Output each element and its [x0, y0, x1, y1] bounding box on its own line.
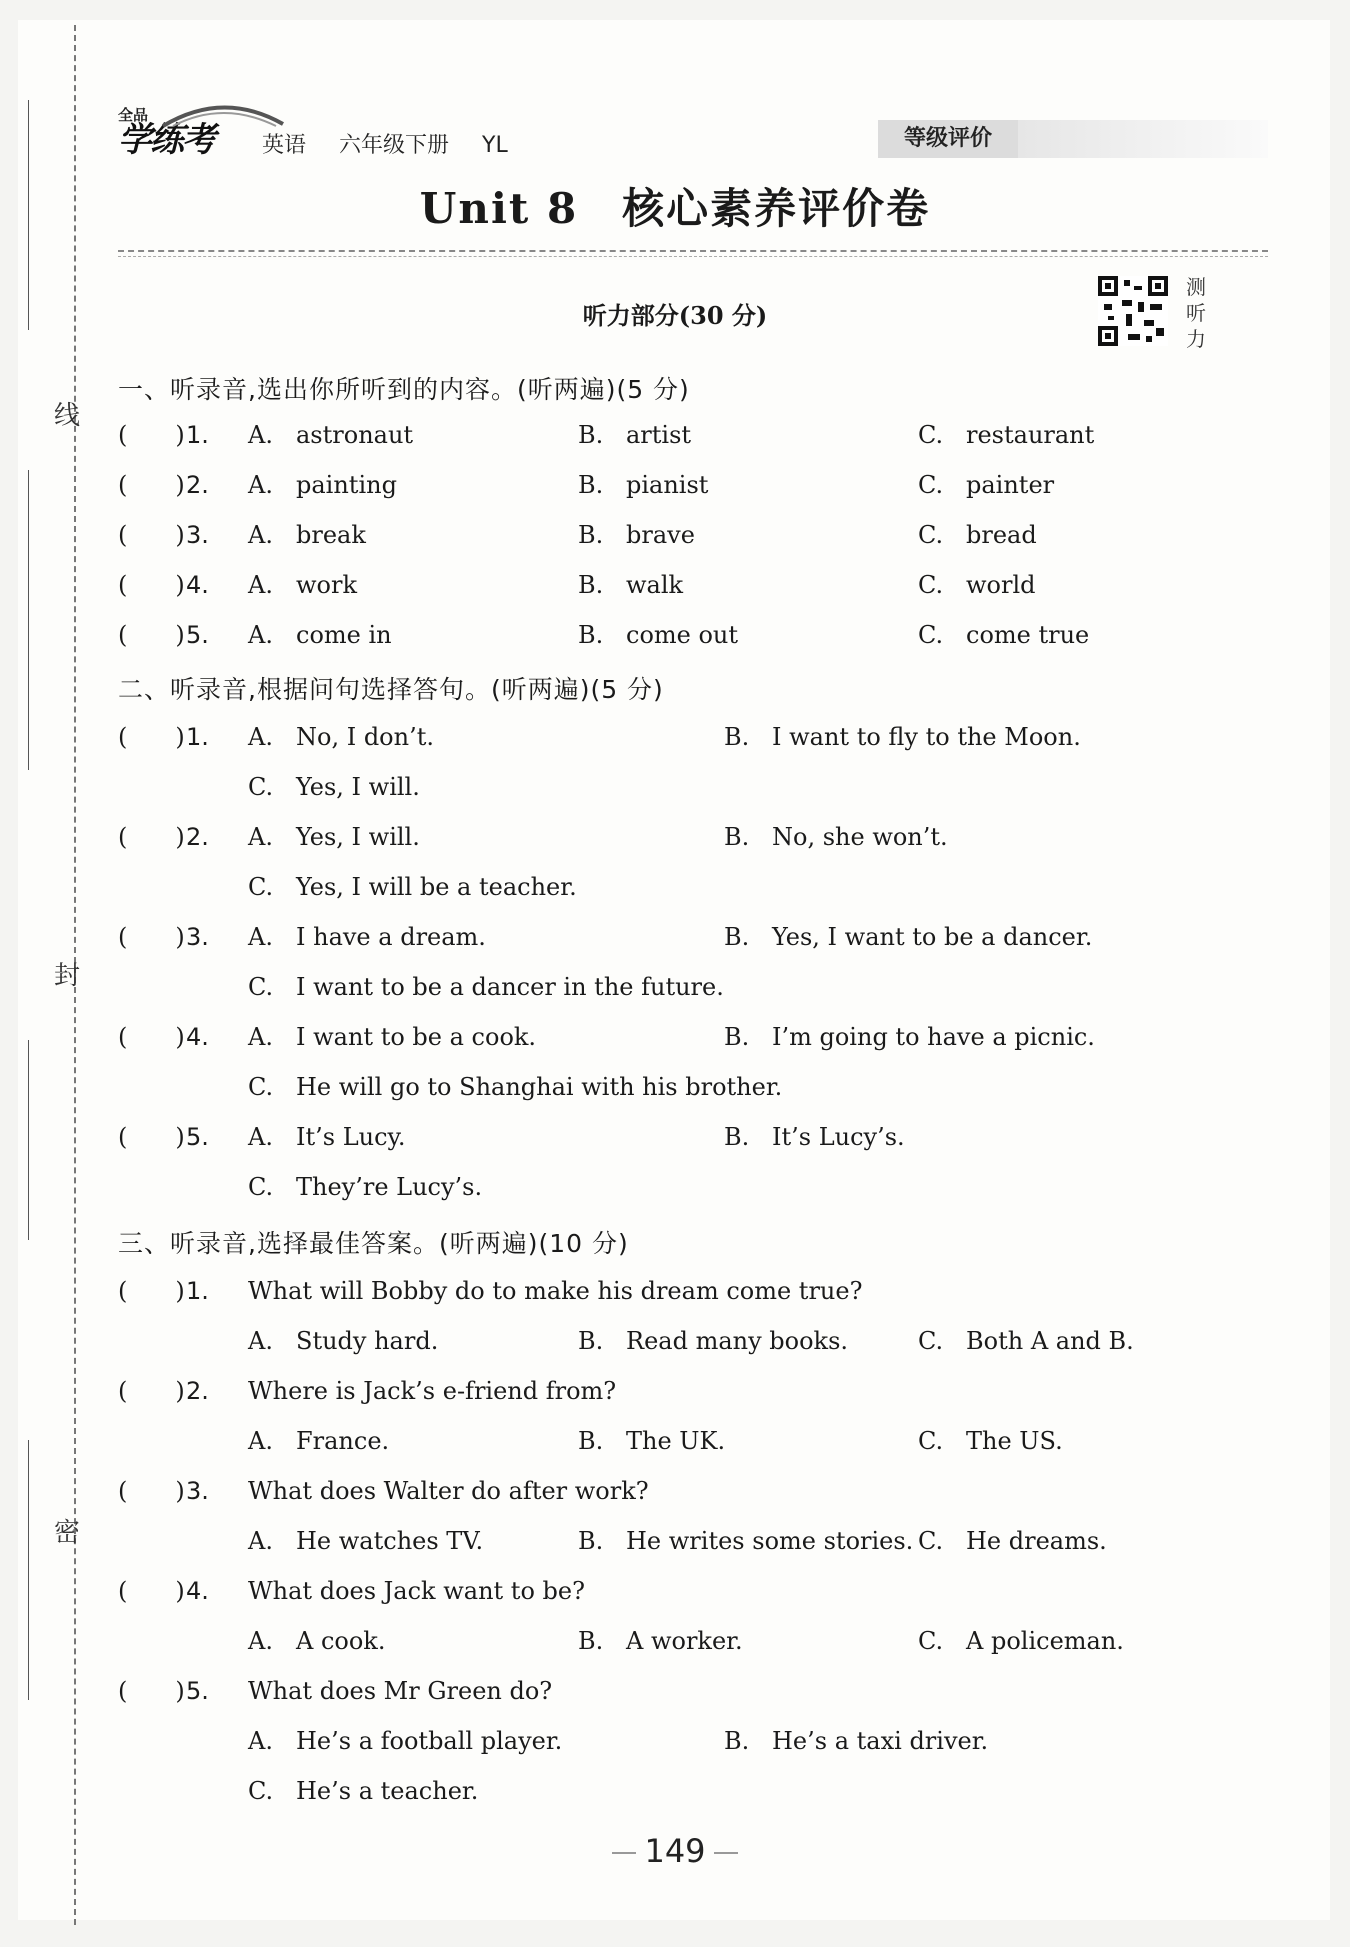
option-text: come out: [626, 621, 739, 649]
option-c: [248, 1774, 478, 1808]
option-a: [248, 468, 397, 502]
option-letter: B.: [578, 1327, 604, 1355]
question-number: 1.: [186, 723, 209, 751]
option-a: [248, 1424, 389, 1458]
option-text: Yes, I will.: [296, 823, 420, 851]
option-text: come true: [966, 621, 1090, 649]
option-row: [118, 1524, 1268, 1558]
option-letter: A.: [248, 1627, 273, 1655]
option-text: He writes some stories.: [626, 1527, 914, 1555]
option-text: The UK.: [626, 1427, 726, 1455]
option-a: [248, 618, 392, 652]
option-letter: A.: [248, 1123, 273, 1151]
option-c: [248, 1170, 482, 1204]
question-number: 3.: [186, 923, 209, 951]
option-b: [578, 568, 683, 602]
option-a: [248, 418, 413, 452]
question-number: 2.: [186, 823, 209, 851]
option-text: walk: [626, 571, 684, 599]
option-text: The US.: [966, 1427, 1063, 1455]
side-rule: [28, 1440, 29, 1700]
option-letter: C.: [248, 1073, 274, 1101]
option-text: restaurant: [966, 421, 1095, 449]
option-text: I want to be a dancer in the future.: [296, 973, 724, 1001]
option-letter: C.: [918, 521, 944, 549]
qr-code-icon[interactable]: [1098, 276, 1168, 346]
grade-label: 六年级下册: [339, 133, 450, 158]
question-number: 5.: [186, 1677, 209, 1705]
question-row: [118, 1020, 1268, 1054]
option-b: [724, 1020, 1095, 1054]
side-rule: [28, 470, 29, 770]
edition-label: YL: [482, 133, 508, 158]
option-a: [248, 820, 420, 854]
header-meta: [262, 128, 534, 159]
answer-blank[interactable]: ( ): [118, 1277, 185, 1305]
option-letter: C.: [918, 571, 944, 599]
option-text: I want to be a cook.: [296, 1023, 537, 1051]
question-row: [118, 1574, 1268, 1608]
page-number-text: 149: [644, 1832, 706, 1870]
question-row: [118, 1274, 1268, 1308]
option-text: Yes, I want to be a dancer.: [772, 923, 1093, 951]
question-row: [118, 1120, 1268, 1154]
option-b: [724, 720, 1081, 754]
option-letter: A.: [248, 421, 273, 449]
option-text: He will go to Shanghai with his brother.: [296, 1073, 783, 1101]
option-text: brave: [626, 521, 695, 549]
option-text: come in: [296, 621, 392, 649]
option-text: Both A and B.: [966, 1327, 1134, 1355]
option-b: [724, 820, 948, 854]
option-a: [248, 920, 486, 954]
question-row: [118, 720, 1268, 754]
option-c: [918, 1424, 1063, 1458]
question-row: [118, 468, 1268, 502]
question-row: [118, 920, 1268, 954]
option-c: [918, 418, 1094, 452]
option-text: world: [966, 571, 1036, 599]
question-number: 1.: [186, 1277, 209, 1305]
logo-main-text: 学练考: [118, 120, 214, 160]
question-stem: What does Walter do after work?: [248, 1477, 649, 1505]
option-a: [248, 720, 434, 754]
option-letter: C.: [918, 421, 944, 449]
option-letter: A.: [248, 723, 273, 751]
section-1-title: 一、听录音,选出你所听到的内容。(听两遍)(5 分): [118, 375, 690, 404]
option-text: A worker.: [626, 1627, 743, 1655]
option-letter: A.: [248, 1427, 273, 1455]
option-text: They’re Lucy’s.: [296, 1173, 483, 1201]
option-letter: A.: [248, 1527, 273, 1555]
option-letter: A.: [248, 1023, 273, 1051]
option-text: No, she won’t.: [772, 823, 948, 851]
option-text: It’s Lucy’s.: [772, 1123, 905, 1151]
option-letter: A.: [248, 471, 273, 499]
option-letter: C.: [248, 1777, 274, 1805]
option-a: [248, 1120, 406, 1154]
question-row: [118, 1674, 1268, 1708]
option-c: [918, 618, 1089, 652]
option-b: [578, 418, 691, 452]
option-letter: A.: [248, 1727, 273, 1755]
answer-blank[interactable]: ( ): [118, 471, 185, 499]
option-c: [248, 970, 724, 1004]
option-letter: B.: [724, 1727, 750, 1755]
answer-blank[interactable]: ( ): [118, 923, 185, 951]
page-number: [0, 1832, 1350, 1870]
option-letter: A.: [248, 621, 273, 649]
title-unit: Unit 8: [419, 184, 579, 233]
option-letter: B.: [578, 1527, 604, 1555]
option-a: [248, 1624, 385, 1658]
section-2-title: 二、听录音,根据问句选择答句。(听两遍)(5 分): [118, 675, 664, 704]
question-number: 4.: [186, 1023, 209, 1051]
question-row-continued: [118, 870, 1268, 904]
option-b: [724, 1120, 905, 1154]
option-text: work: [296, 571, 358, 599]
option-letter: B.: [578, 521, 604, 549]
option-letter: C.: [918, 1627, 944, 1655]
option-text: painting: [296, 471, 397, 499]
option-row: [118, 1424, 1268, 1458]
question-stem: Where is Jack’s e-friend from?: [248, 1377, 617, 1405]
option-c: [248, 1070, 782, 1104]
question-number: 3.: [186, 521, 209, 549]
answer-blank[interactable]: ( ): [118, 621, 185, 649]
option-text: Read many books.: [626, 1327, 849, 1355]
option-text: He dreams.: [966, 1527, 1107, 1555]
option-text: A policeman.: [966, 1627, 1124, 1655]
binding-mark-secret: 密: [54, 1518, 81, 1548]
option-text: No, I don’t.: [296, 723, 434, 751]
option-text: I have a dream.: [296, 923, 486, 951]
question-number: 5.: [186, 621, 209, 649]
question-row: [118, 1374, 1268, 1408]
option-letter: A.: [248, 823, 273, 851]
option-letter: A.: [248, 571, 273, 599]
page-title: [0, 176, 1350, 236]
option-b: [578, 1324, 848, 1358]
question-number: 4.: [186, 571, 209, 599]
answer-blank[interactable]: ( ): [118, 1023, 185, 1051]
option-b: [578, 468, 708, 502]
option-text: He’s a taxi driver.: [772, 1727, 989, 1755]
question-number: 3.: [186, 1477, 209, 1505]
option-row: [118, 1774, 1268, 1808]
level-badge: 等级评价: [878, 120, 1018, 158]
question-row: [118, 418, 1268, 452]
logo-arc-icon: [158, 98, 288, 128]
answer-blank[interactable]: ( ): [118, 571, 185, 599]
option-b: [578, 1524, 913, 1558]
option-c: [918, 1324, 1134, 1358]
option-letter: C.: [918, 1527, 944, 1555]
option-text: Yes, I will.: [296, 773, 420, 801]
option-a: [248, 518, 366, 552]
option-row: [118, 1724, 1268, 1758]
option-a: [248, 568, 357, 602]
binding-mark-line: 线: [54, 401, 81, 431]
option-b: [578, 1424, 725, 1458]
answer-blank[interactable]: ( ): [118, 1477, 185, 1505]
option-b: [724, 920, 1092, 954]
option-letter: C.: [248, 773, 274, 801]
option-row: [118, 1324, 1268, 1358]
option-letter: C.: [918, 471, 944, 499]
option-letter: A.: [248, 923, 273, 951]
question-stem: What will Bobby do to make his dream come true?: [248, 1277, 863, 1305]
answer-blank[interactable]: ( ): [118, 1123, 185, 1151]
option-text: astronaut: [296, 421, 414, 449]
question-number: 1.: [186, 421, 209, 449]
page-number-dash: [714, 1852, 738, 1854]
title-name: 核心素养评价卷: [622, 184, 931, 233]
answer-blank[interactable]: ( ): [118, 421, 185, 449]
option-letter: C.: [248, 1173, 274, 1201]
option-c: [918, 568, 1036, 602]
side-rule: [28, 1040, 29, 1240]
brand-logo: [118, 104, 214, 160]
option-letter: C.: [918, 1327, 944, 1355]
option-letter: B.: [724, 823, 750, 851]
header-divider-thin: [118, 256, 1268, 257]
option-b: [578, 518, 695, 552]
option-letter: B.: [724, 1123, 750, 1151]
option-b: [578, 618, 738, 652]
option-letter: B.: [578, 571, 604, 599]
option-text: I’m going to have a picnic.: [772, 1023, 1095, 1051]
question-row: [118, 820, 1268, 854]
question-stem: What does Jack want to be?: [248, 1577, 585, 1605]
question-number: 5.: [186, 1123, 209, 1151]
question-row-continued: [118, 970, 1268, 1004]
option-text: A cook.: [296, 1627, 386, 1655]
option-letter: C.: [248, 873, 274, 901]
option-text: He’s a teacher.: [296, 1777, 479, 1805]
option-letter: B.: [578, 1427, 604, 1455]
question-number: 4.: [186, 1577, 209, 1605]
option-letter: B.: [578, 1627, 604, 1655]
qr-caption: 测听力: [1186, 275, 1206, 351]
answer-blank[interactable]: ( ): [118, 1577, 185, 1605]
option-a: [248, 1324, 438, 1358]
option-letter: B.: [578, 471, 604, 499]
option-letter: A.: [248, 521, 273, 549]
option-letter: C.: [248, 973, 274, 1001]
option-text: I want to fly to the Moon.: [772, 723, 1081, 751]
binding-mark-seal: 封: [54, 961, 81, 991]
option-text: break: [296, 521, 366, 549]
logo-small-text: 全品: [118, 106, 149, 124]
answer-blank[interactable]: ( ): [118, 521, 185, 549]
answer-blank[interactable]: ( ): [118, 723, 185, 751]
option-a: [248, 1020, 536, 1054]
option-letter: B.: [724, 723, 750, 751]
answer-blank[interactable]: ( ): [118, 823, 185, 851]
option-text: He watches TV.: [296, 1527, 484, 1555]
option-text: bread: [966, 521, 1037, 549]
question-row-continued: [118, 770, 1268, 804]
option-letter: B.: [578, 421, 604, 449]
header-divider: [118, 250, 1268, 252]
option-a: [248, 1724, 562, 1758]
question-row-continued: [118, 1070, 1268, 1104]
option-c: [248, 770, 420, 804]
option-text: artist: [626, 421, 692, 449]
option-c: [248, 870, 577, 904]
question-stem: What does Mr Green do?: [248, 1677, 553, 1705]
question-number: 2.: [186, 471, 209, 499]
subject-label: 英语: [262, 133, 307, 158]
option-c: [918, 1624, 1124, 1658]
answer-blank[interactable]: ( ): [118, 1377, 185, 1405]
answer-blank[interactable]: ( ): [118, 1677, 185, 1705]
question-row: [118, 618, 1268, 652]
option-c: [918, 518, 1037, 552]
option-text: He’s a football player.: [296, 1727, 563, 1755]
option-letter: B.: [724, 1023, 750, 1051]
option-letter: B.: [724, 923, 750, 951]
option-text: It’s Lucy.: [296, 1123, 406, 1151]
question-row: [118, 568, 1268, 602]
option-row: [118, 1624, 1268, 1658]
option-c: [918, 468, 1054, 502]
option-c: [918, 1524, 1107, 1558]
option-b: [578, 1624, 743, 1658]
option-letter: A.: [248, 1327, 273, 1355]
option-text: Yes, I will be a teacher.: [296, 873, 577, 901]
option-letter: B.: [578, 621, 604, 649]
option-b: [724, 1724, 988, 1758]
question-row: [118, 1474, 1268, 1508]
option-text: painter: [966, 471, 1055, 499]
option-letter: C.: [918, 621, 944, 649]
part-title: 听力部分(30 分): [582, 301, 768, 330]
option-text: pianist: [626, 471, 709, 499]
badge-fade-decoration: [1018, 120, 1268, 158]
section-3-title: 三、听录音,选择最佳答案。(听两遍)(10 分): [118, 1229, 629, 1258]
page-number-dash: [612, 1852, 636, 1854]
option-text: Study hard.: [296, 1327, 439, 1355]
question-row-continued: [118, 1170, 1268, 1204]
option-a: [248, 1524, 483, 1558]
option-letter: C.: [918, 1427, 944, 1455]
question-number: 2.: [186, 1377, 209, 1405]
question-row: [118, 518, 1268, 552]
option-text: France.: [296, 1427, 390, 1455]
